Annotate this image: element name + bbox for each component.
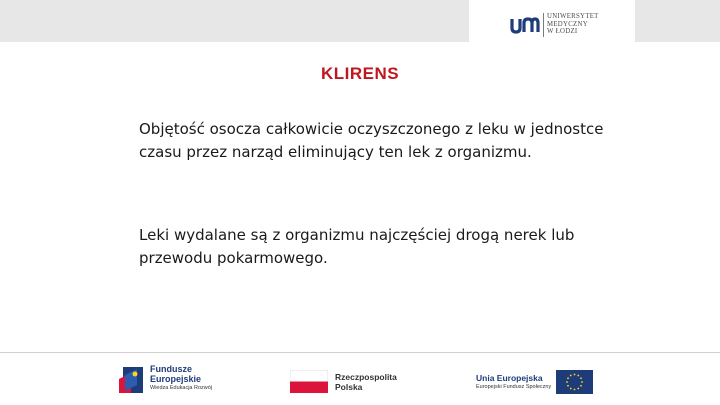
poland-flag-icon [290, 370, 328, 393]
eu-star-icon [577, 388, 579, 390]
unia-line-1: Unia Europejska [476, 373, 543, 383]
eu-star-icon [570, 375, 572, 377]
footer-divider [0, 352, 720, 353]
definition-paragraph: Objętość osocza całkowicie oczyszczonego z leku w jednostce czasu przez narząd eliminujący ten lek z organizmu. [139, 120, 604, 161]
fundusze-europejskie-logo-icon [117, 365, 145, 395]
rzeczpospolita-line-2: Polska [335, 381, 363, 392]
logo-divider [543, 13, 544, 37]
university-name-line-3: W ŁODZI [547, 28, 578, 36]
unia-europejska-text [476, 373, 551, 391]
excretion-paragraph: Leki wydalane są z organizmu najczęściej drogą nerek lub przewodu pokarmowego. [139, 226, 575, 267]
eu-star-icon [566, 381, 568, 383]
eu-star-icon [580, 385, 582, 387]
university-logo-icon [510, 15, 540, 35]
eu-star-icon [567, 377, 569, 379]
fundusze-europejskie-text [150, 364, 212, 392]
rzeczpospolita-line-1: Rzeczpospolita [335, 372, 397, 382]
university-name-line-1: UNIWERSYTET [547, 13, 599, 20]
eu-star-icon [577, 375, 579, 377]
eu-star-icon [574, 389, 576, 391]
eu-flag-icon [556, 370, 593, 394]
fundusze-line-2: Europejskie [150, 374, 202, 384]
eu-star-icon [581, 381, 583, 383]
eu-star-icon [574, 374, 576, 376]
fundusze-line-3: Wiedza Edukacja Rozwój [150, 385, 213, 391]
fundusze-line-1: Fundusze [150, 364, 192, 374]
university-name [547, 13, 599, 36]
rzeczpospolita-polska-text [335, 373, 397, 392]
eu-star-icon [567, 385, 569, 387]
eu-star-icon [570, 388, 572, 390]
university-name-line-2: MEDYCZNY [547, 20, 588, 28]
eu-star-icon [580, 377, 582, 379]
unia-line-2: Europejski Fundusz Społeczny [476, 384, 552, 390]
slide-title: KLIRENS [320, 64, 400, 83]
